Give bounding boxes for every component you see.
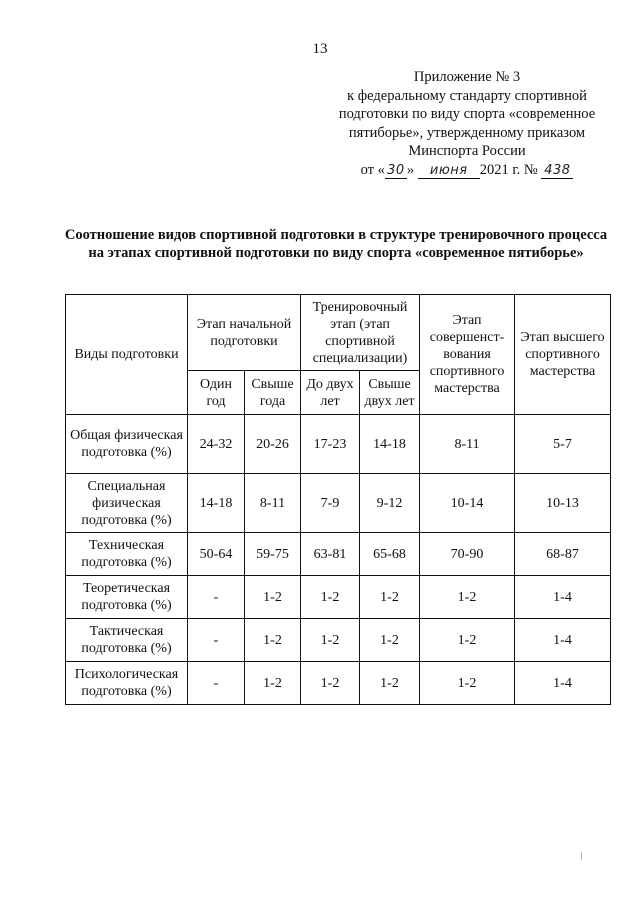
appendix-line-2: к федеральному стандарту спортивной xyxy=(347,87,587,104)
page-number: 13 xyxy=(312,41,328,57)
table-cell: 1-2 xyxy=(301,662,360,705)
table-row xyxy=(66,619,611,662)
appendix-line-3: подготовки по виду спорта «современное xyxy=(338,106,596,122)
table-cell: 10-13 xyxy=(515,474,611,533)
row-label: Общая физическая подготовка (%) xyxy=(66,415,188,474)
subheader-over-two-years: Свыше двух лет xyxy=(360,371,420,415)
table-cell: 24-32 xyxy=(188,415,245,474)
table-cell: 8-11 xyxy=(420,415,515,474)
table-cell: 1-4 xyxy=(515,619,611,662)
table-cell: - xyxy=(188,576,245,619)
appendix-line-4: пятиборье», утвержденному приказом xyxy=(348,124,586,141)
table-cell: 7-9 xyxy=(301,474,360,533)
date-day-handwritten: 30 xyxy=(385,163,407,179)
date-year: 2021 г. № xyxy=(479,161,538,178)
subheader-up-to-two-years: До двух лет xyxy=(301,371,360,415)
table-cell: 10-14 xyxy=(420,474,515,533)
table-cell: 1-2 xyxy=(245,619,301,662)
date-month-handwritten: июня xyxy=(418,163,480,179)
table-cell: 59-75 xyxy=(245,533,301,576)
header-row-1 xyxy=(66,295,611,371)
order-number-handwritten: 438 xyxy=(541,163,573,179)
table-cell: 14-18 xyxy=(360,415,420,474)
table-cell: 1-2 xyxy=(360,662,420,705)
table-cell: 5-7 xyxy=(515,415,611,474)
subheader-one-year: Один год xyxy=(188,371,245,415)
table-cell: 1-2 xyxy=(420,662,515,705)
header-stage-training: Тренировочный этап (этап спортивной специализации) xyxy=(301,295,420,371)
table-cell: 70-90 xyxy=(420,533,515,576)
header-stage-improvement: Этап совершенст-вования спортивного мастерства xyxy=(420,295,515,415)
table-cell: 1-2 xyxy=(360,619,420,662)
table-cell: 50-64 xyxy=(188,533,245,576)
row-label: Теоретическая подготовка (%) xyxy=(66,576,188,619)
row-label: Психологическая подготовка (%) xyxy=(66,662,188,705)
row-label: Техническая подготовка (%) xyxy=(66,533,188,576)
table-cell: 1-4 xyxy=(515,662,611,705)
table-cell: 1-2 xyxy=(301,576,360,619)
table-cell: 14-18 xyxy=(188,474,245,533)
header-kind: Виды подготовки xyxy=(66,295,188,415)
appendix-line-5: Минспорта России xyxy=(408,143,526,159)
table-cell: 8-11 xyxy=(245,474,301,533)
date-mid: » xyxy=(406,161,415,178)
table-cell: 1-2 xyxy=(360,576,420,619)
table-row xyxy=(66,576,611,619)
table-cell: 1-4 xyxy=(515,576,611,619)
table-row xyxy=(66,533,611,576)
date-prefix: от « xyxy=(360,161,385,178)
row-label: Специальная физическая подготовка (%) xyxy=(66,474,188,533)
table-cell: 1-2 xyxy=(420,619,515,662)
header-stage-initial: Этап начальной подготовки xyxy=(188,295,301,371)
table-cell: 1-2 xyxy=(245,662,301,705)
table-cell: - xyxy=(188,619,245,662)
table-cell: 1-2 xyxy=(420,576,515,619)
appendix-header xyxy=(318,68,616,179)
subheader-over-year: Свыше года xyxy=(245,371,301,415)
preparation-ratio-table xyxy=(65,294,611,705)
table-cell: 20-26 xyxy=(245,415,301,474)
table-cell: 1-2 xyxy=(245,576,301,619)
table-row xyxy=(66,415,611,474)
scan-mark xyxy=(581,852,584,860)
order-date-line xyxy=(318,161,616,180)
document-title: Соотношение видов спортивной подготовки в структуре тренировочного процесса на этапах спортивной подготовки по виду спорта «современное пятиборье» xyxy=(64,227,608,261)
table-cell: 9-12 xyxy=(360,474,420,533)
table-cell: - xyxy=(188,662,245,705)
table-row xyxy=(66,474,611,533)
table-cell: 65-68 xyxy=(360,533,420,576)
table-cell: 1-2 xyxy=(301,619,360,662)
appendix-line-1: Приложение № 3 xyxy=(413,69,521,85)
table-row xyxy=(66,662,611,705)
table-cell: 63-81 xyxy=(301,533,360,576)
header-stage-highest: Этап высшего спортивного мастерства xyxy=(515,295,611,415)
table-cell: 17-23 xyxy=(301,415,360,474)
row-label: Тактическая подготовка (%) xyxy=(66,619,188,662)
table-cell: 68-87 xyxy=(515,533,611,576)
